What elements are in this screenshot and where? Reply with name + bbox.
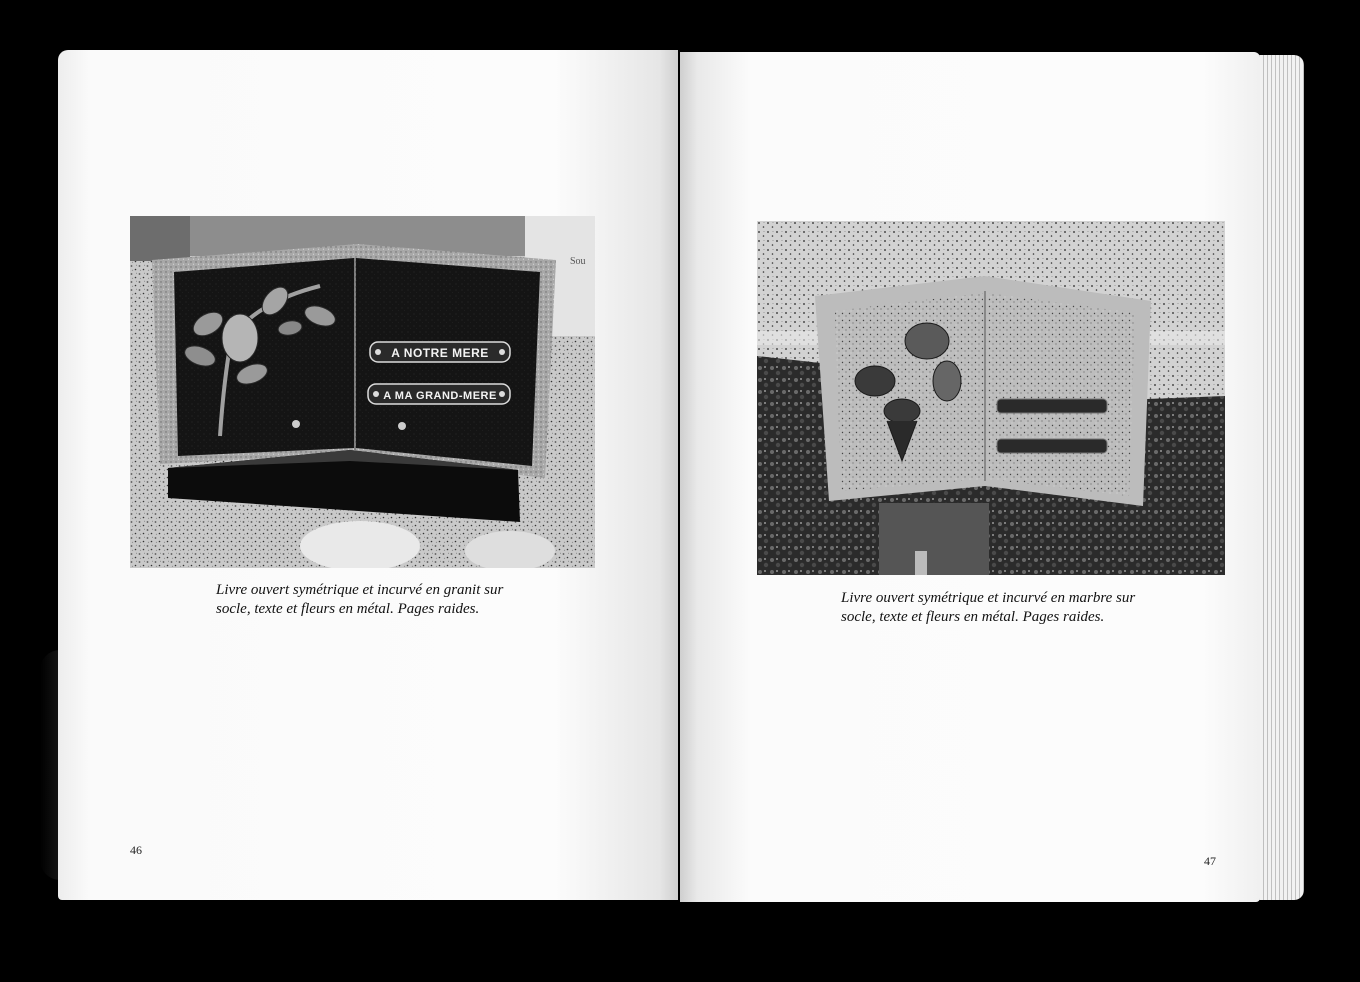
plaque-1-label: A NOTRE MERE xyxy=(391,346,489,360)
plaque-lower xyxy=(997,439,1107,453)
page-number-left: 46 xyxy=(130,843,142,857)
svg-text:Sou: Sou xyxy=(570,256,586,267)
plaque-grand-mere xyxy=(368,384,510,404)
caption-right: Livre ouvert symétrique et incurvé en marbre sur socle, texte et fleurs en métal. Pages raides. xyxy=(841,590,1136,625)
photo-marble-book xyxy=(757,221,1225,575)
page-number-right: 47 xyxy=(1204,854,1216,868)
plaque-upper xyxy=(997,399,1107,413)
plaque-notre-mere xyxy=(370,342,510,362)
photo-granite-book xyxy=(130,216,595,568)
caption-left: Livre ouvert symétrique et incurvé en granit sur socle, texte et fleurs en métal. Pages raides. xyxy=(216,582,504,617)
plaque-2-label: A MA GRAND-MERE xyxy=(383,390,497,402)
